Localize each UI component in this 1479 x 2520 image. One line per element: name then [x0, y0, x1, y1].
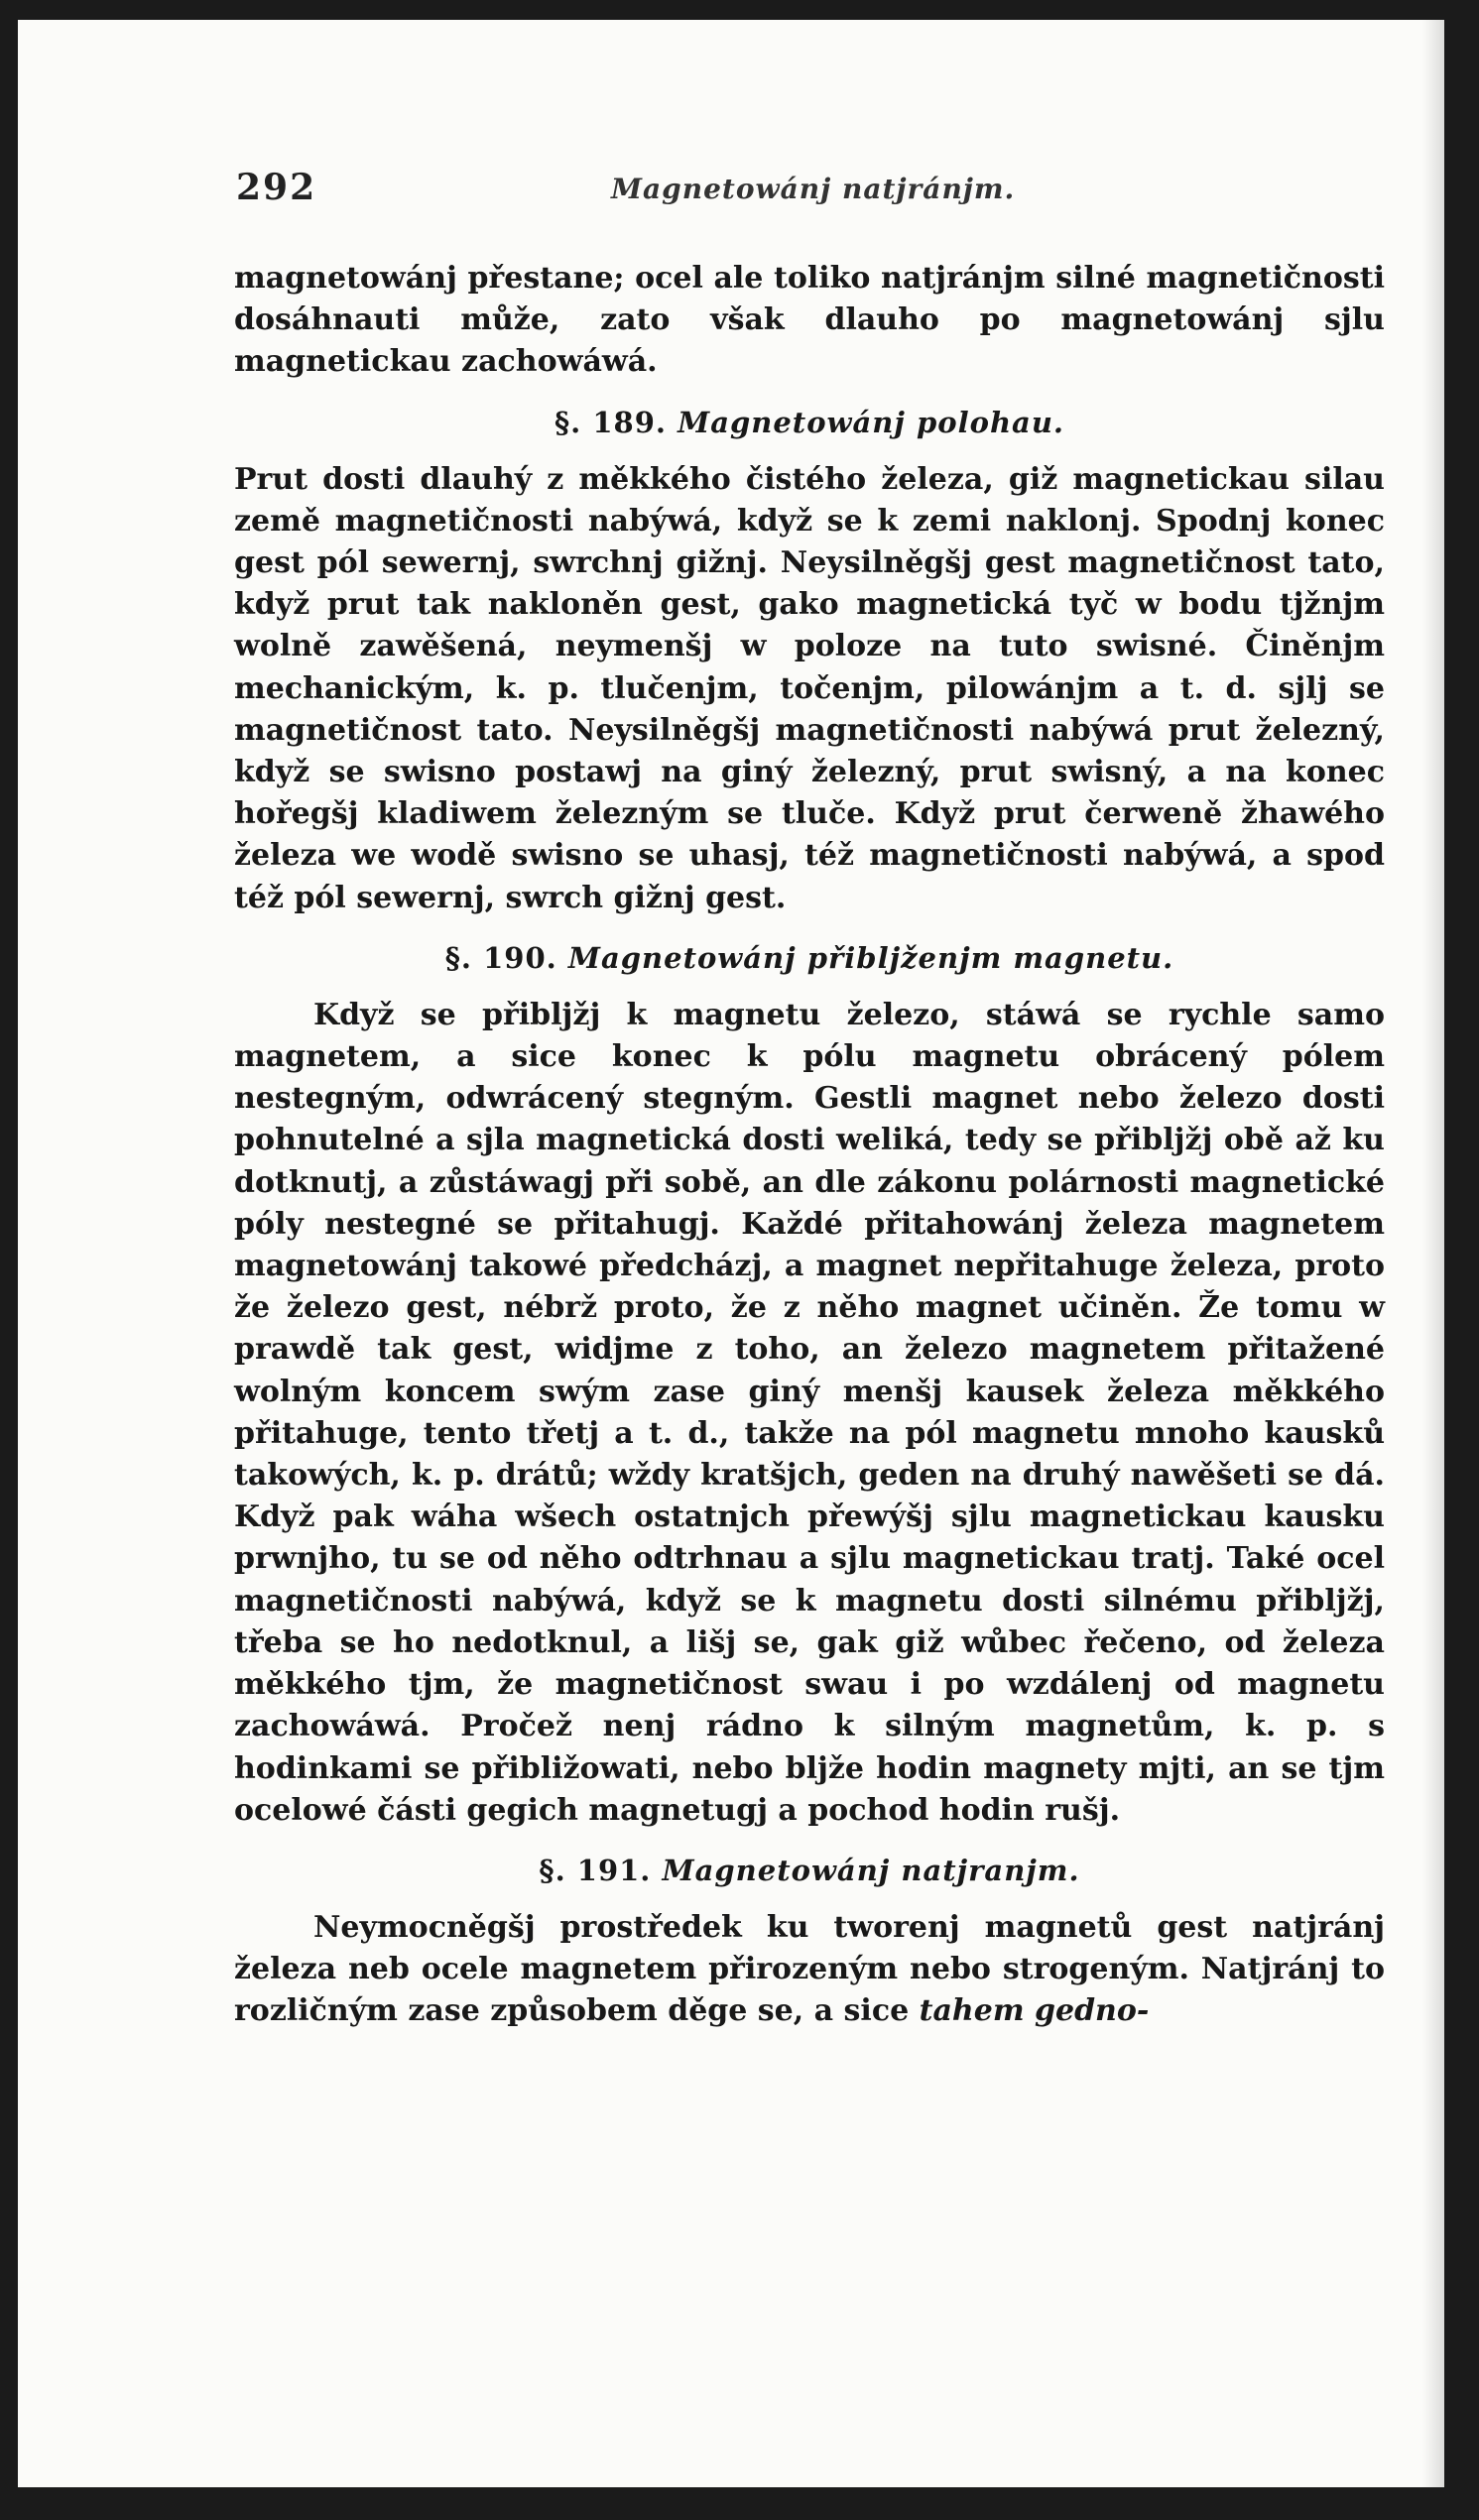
section-number: §. 189. — [554, 405, 667, 439]
section-heading-189 — [234, 402, 1385, 443]
paragraph-191 — [234, 1907, 1385, 2033]
paragraph-190: Když se přibljžj k magnetu železo, stáwá se rychle samo magnetem, a sice konec k pólu magnetu obrácený pólem nestegným, odwrácený stegným. Gestli magnet nebo železo dosti pohnutelné a sjla magnetická dosti weliká, tedy se přibljžj obě až ku dotknutj, a zůstáwagj při sobě, an dle zákonu polárnosti magnetické póly nestegné se přitahugj. Každé přitahowánj železa magnetem magnetowánj takowé předcházj, a magnet nepřitahuge železa, proto že železo gest, nébrž proto, že z něho magnet učiněn. Že tomu w prawdě tak gest, widjme z toho, an železo magnetem přitažené wolným koncem swým zase giný menšj kausek železa měkkého přitahuge, tento třetj a t. d., takže na pól magnetu mnoho kausků takowých, k. p. drátů; wždy kratšjch, geden na druhý nawěšeti se dá. Když pak wáha wšech ostatnjch přewýšj sjlu magnetickau kausku prwnjho, tu se od něho odtrhnau a sjlu magnetickau tratj. Také ocel magnetičnosti nabýwá, když se k magnetu dosti silnému přibljžj, třeba se ho nedotknul, a lišj se, gak giž wůbec řečeno, od železa měkkého tjm, že magnetičnost swau i po wzdálenj od magnetu zachowáwá. Pročež nenj rádno k silným magnetům, k. p. s hodinkami se přibližowati, nebo bljže hodin magnety mjti, an se tjm ocelowé části gegich magnetugj a pochod hodin rušj. — [234, 997, 1385, 1828]
section-heading-191 — [234, 1850, 1385, 1891]
section-title: Magnetowánj přibljženjm magnetu. — [567, 940, 1174, 975]
paragraph-continuation: magnetowánj přestane; ocel ale toliko natjránjm silné magnetičnosti dosáhnauti může, zato však dlauho po magnetowánj sjlu magnetickau zachowáwá. — [234, 261, 1385, 380]
running-title: Magnetowánj natjránjm. — [611, 173, 1016, 205]
section-title: Magnetowánj polohau. — [678, 405, 1064, 439]
paragraph-189: Prut dosti dlauhý z měkkého čistého železa, giž magnetickau silau země magnetičnosti nabýwá, když se k zemi naklonj. Spodnj konec gest pól sewernj, swrchnj gižnj. Neysilněgšj gest magnetičnost tato, když prut tak nakloněn gest, gako magnetická tyč w bodu tjžnjm wolně zawěšená, neymenšj w poloze na tuto swisné. Činěnjm mechanickým, k. p. tlučenjm, točenjm, pilowánjm a t. d. sjlj se magnetičnost tato. Neysilněgšj magnetičnosti nabýwá prut železný, když se swisno postawj na giný železný, prut swisný, a na konec hořegšj kladiwem železným se tluče. Když prut čerweně žhawého železa we wodě swisno se uhasj, též magnetičnosti nabýwá, a spod též pól sewernj, swrch gižnj gest. — [234, 461, 1385, 915]
binding-shadow — [1422, 20, 1444, 2487]
page-body — [234, 258, 1385, 2033]
page-header — [234, 167, 1405, 226]
page-number: 292 — [236, 167, 317, 208]
section-number: §. 191. — [539, 1853, 652, 1887]
section-number: §. 190. — [444, 940, 557, 975]
paragraph-191-text: Neymocněgšj prostředek ku tworenj magnetů gest natjránj železa neb ocele magnetem přirozeným nebo strogeným. Natjránj to rozličným zase způsobem děge se, a sice — [234, 1909, 1385, 2029]
paragraph-191-emphasis: tahem gedno- — [919, 1993, 1150, 2029]
book-page — [18, 20, 1444, 2487]
section-heading-190 — [234, 937, 1385, 979]
section-title: Magnetowánj natjranjm. — [662, 1853, 1080, 1887]
